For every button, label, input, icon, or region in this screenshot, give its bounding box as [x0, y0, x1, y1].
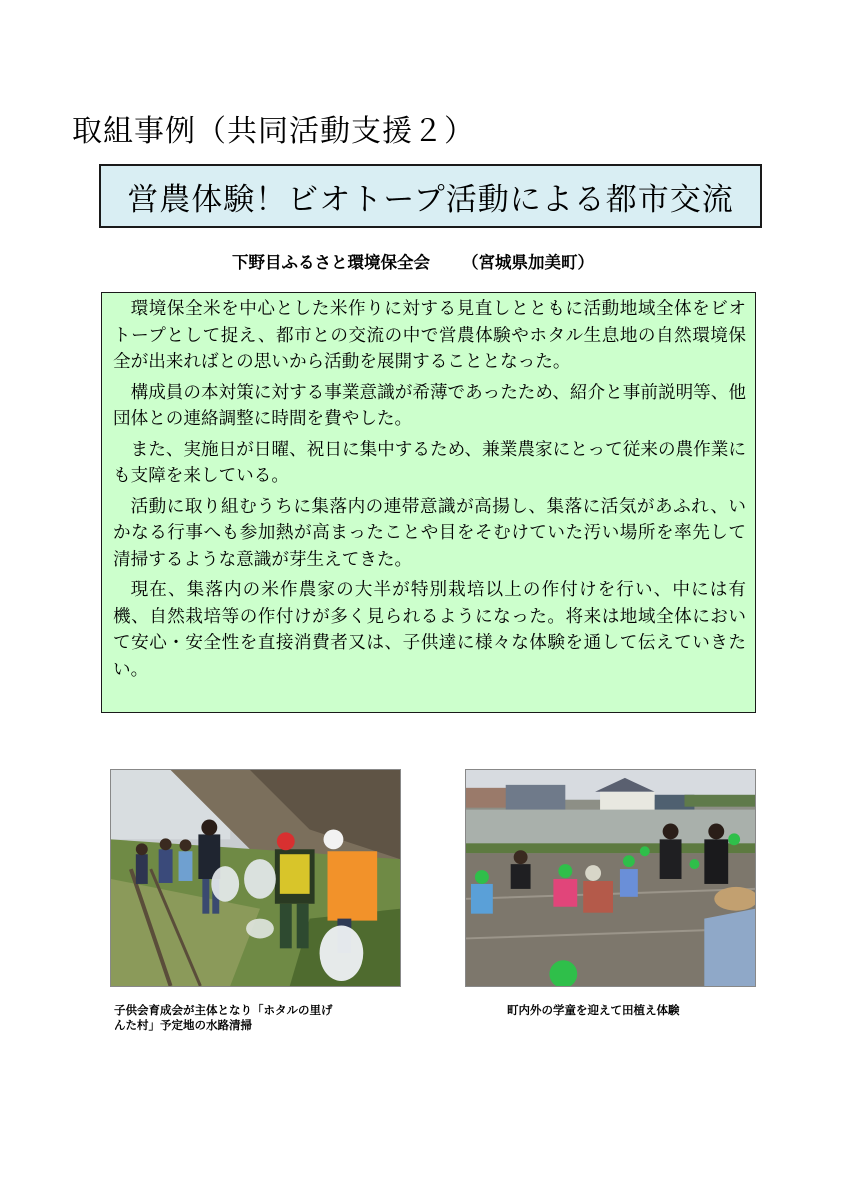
paragraph: 現在、集落内の米作農家の大半が特別栽培以上の作付けを行い、中には有機、自然栽培等の作付けが多く見られるようになった。将来は地域全体において安心・安全性を直接消費者又は、子供達に様々な体験を通して伝えていきたい。 [113, 580, 746, 680]
page-heading: 取組事例（共同活動支援２） [72, 114, 475, 149]
title-box [99, 164, 762, 228]
description-box [101, 292, 756, 713]
photo-rice-planting [465, 769, 756, 987]
caption-rice-planting: 町内外の学童を迎えて田植え体験 [507, 1003, 680, 1017]
photo-waterway-cleaning [110, 769, 401, 987]
document-title: 営農体験！ビオトープ活動による都市交流 [127, 181, 734, 218]
caption-line: んた村」予定地の水路清掃 [114, 1018, 252, 1032]
caption-waterway-cleaning [114, 1003, 333, 1033]
paragraph: 活動に取り組むうちに集落内の連帯意識が高揚し、集落に活気があふれ、いかなる行事へも参加熱が高まったことや目をそむけていた汚い場所を率先して清掃するような意識が芽生えてきた。 [113, 496, 746, 570]
organization-location: （宮城県加美町） [462, 253, 594, 272]
organization-name: 下野目ふるさと環境保全会 [232, 253, 430, 272]
organization-line [232, 249, 594, 273]
caption-line: 子供会育成会が主体となり「ホタルの里げ [114, 1003, 333, 1017]
paragraph: また、実施日が日曜、祝日に集中するため、兼業農家にとって従来の農作業にも支障を来している。 [113, 439, 746, 486]
paragraph: 環境保全米を中心とした米作りに対する見直しとともに活動地域全体をビオトープとして捉え、都市との交流の中で営農体験やホタル生息地の自然環境保全が出来ればとの思いから活動を展開することとなった。 [113, 299, 746, 372]
paragraph: 構成員の本対策に対する事業意識が希薄であったため、紹介と事前説明等、他団体との連絡調整に時間を費やした。 [113, 382, 746, 429]
